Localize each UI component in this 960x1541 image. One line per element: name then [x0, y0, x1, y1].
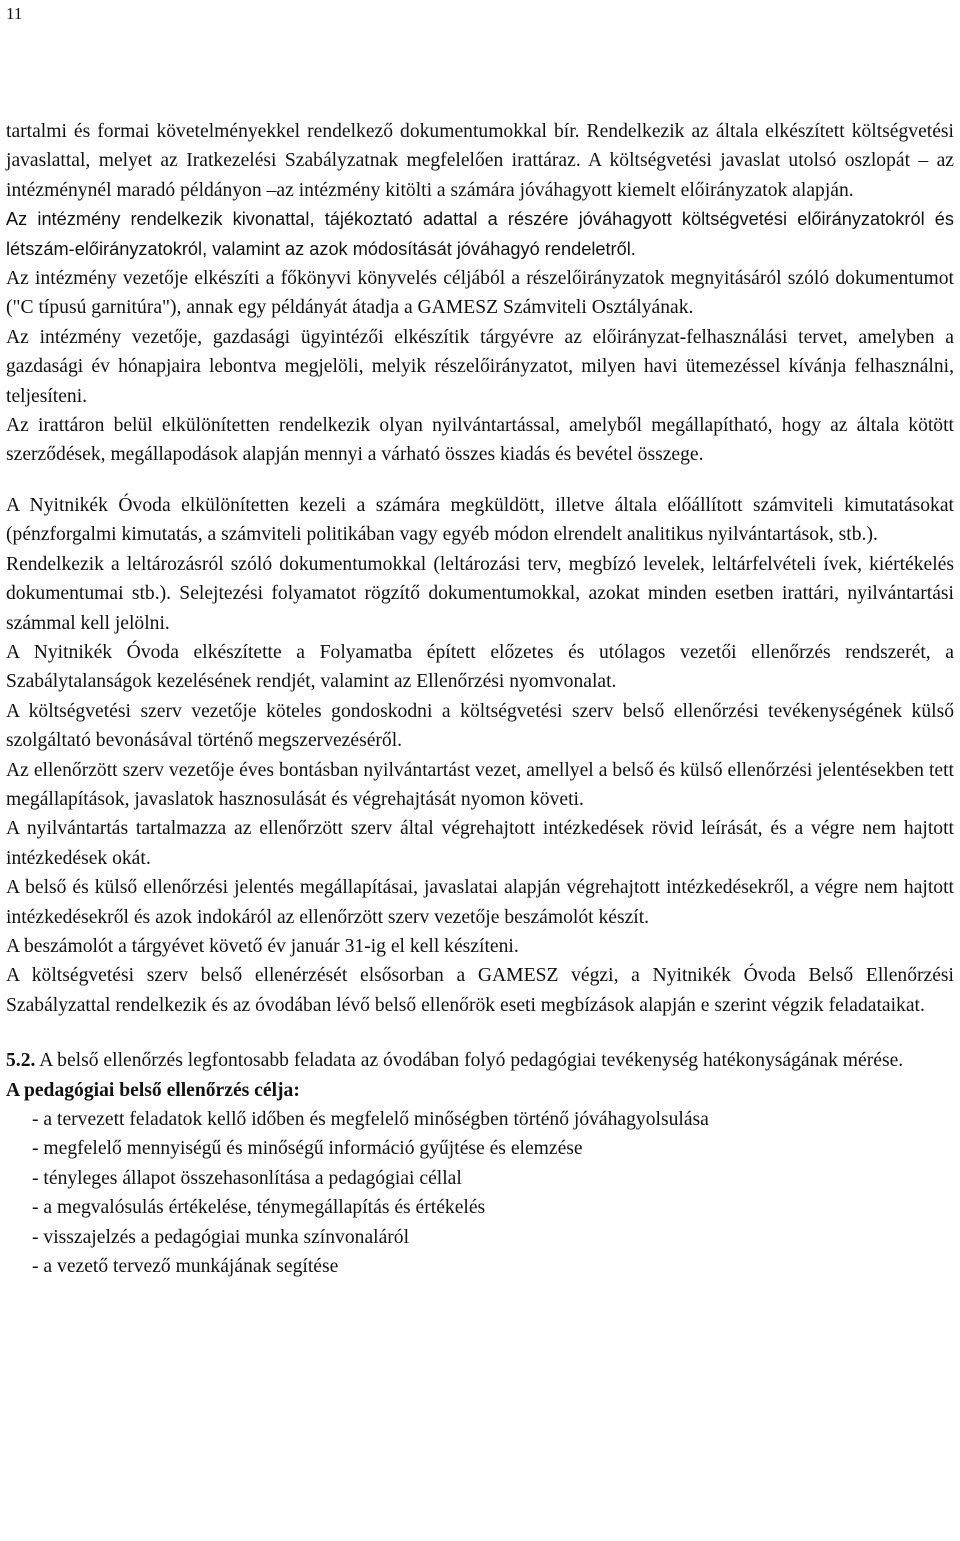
paragraph-audit-responsibility: A költségvetési szerv belső ellenérzését elsősorban a GAMESZ végzi, a Nyitnikék Óvoda Belső Ellenőrzési Szabályzattal rendelkezik és az óvodában lévő belső ellenőrök eseti megbízások alapján e szerint végzik feladataikat.: [6, 965, 954, 1016]
paragraph-control-system: A Nyitnikék Óvoda elkészítette a Folyamatba épített előzetes és utólagos vezetői ellenőrzés rendszerét, a Szabálytalanságok kezelésének rendjét, valamint az Ellenőrzési nyomvonalat.: [6, 641, 954, 693]
section-title: A belső ellenőrzés legfontosabb feladata az óvodában folyó pedagógiai tevékenység hatékonyságának mérése.: [35, 1050, 904, 1072]
list-item: - tényleges állapot összehasonlítása a pedagógiai céllal: [32, 1167, 462, 1189]
paragraph-record-keeping: tartalmi és formai követelményekkel rendelkező dokumentumokkal bír. Rendelkezik az általa elkészített költségvetési javaslattal, melyet az Iratkezelési Szabályzatnak megfelelően irattáraz. A költségvetési javaslat utolsó oszlopát – az intézménynél maradó példányon –az intézmény kitölti a számára jóváhagyott kiemelt előirányzatok alapján.: [6, 121, 954, 201]
section-number: 5.2.: [6, 1050, 36, 1072]
paragraph-report-preparation: A belső és külső ellenőrzési jelentés megállapításai, javaslatai alapján végrehajtott intézkedésekről, a végre nem hajtott intézkedésekről és azok indokáról az ellenőrzött szerv vezetője beszámolót készít.: [6, 877, 954, 928]
paragraph-internal-audit-duty: A költségvetési szerv vezetője köteles gondoskodni a költségvetési szerv belső ellenőrzési tevékenységének külső szolgáltató bevonásával történő megszervezéséről.: [6, 700, 954, 752]
paragraph-usage-plan: Az intézmény vezetője, gazdasági ügyintézői elkészítik tárgyévre az előirányzat-felhasználási tervet, amelyben a gazdasági év hónapjaira lebontva megjelöli, melyik részelőirányzatot, milyen havi ütemezéssel kívánja felhasználni, teljesíteni.: [6, 326, 954, 407]
page-number: 11: [6, 4, 23, 23]
paragraph-spacer: [6, 470, 954, 491]
paragraph-spacer: [6, 1020, 954, 1046]
paragraph-register-contents: A nyilvántartás tartalmazza az ellenőrzött szerv által végrehajtott intézkedések rövid leírását, és a végre nem hajtott intézkedések okát.: [6, 818, 954, 869]
document-body: [6, 117, 954, 1281]
list-item: - megfelelő mennyiségű és minőségű információ gyűjtése és elemzése: [32, 1138, 583, 1160]
list-item: - visszajelzés a pedagógiai munka színvonaláról: [32, 1226, 410, 1248]
paragraph-accounting-reports: A Nyitnikék Óvoda elkülönítetten kezeli a számára megküldött, illetve általa előállított számviteli kimutatásokat (pénzforgalmi kimutatás, a számviteli politikában vagy egyéb módon elrendelt analitikus nyilvántartások, stb.).: [6, 494, 954, 546]
paragraph-report-deadline: A beszámolót a tárgyévet követő év január 31-ig el kell készíteni.: [6, 935, 519, 957]
paragraph-contract-register: Az irattáron belül elkülönítetten rendelkezik olyan nyilvántartással, amelyből megállapítható, hogy az általa kötött szerződések, megállapodások alapján mennyi a várható összes kiadás és bevétel összege.: [6, 415, 954, 466]
list-item: - a megvalósulás értékelése, ténymegállapítás és értékelés: [32, 1197, 486, 1219]
paragraph-budget-extract: Az intézmény rendelkezik kivonattal, tájékoztató adattal a részére jóváhagyott költségvetési előirányzatokról és létszám-előirányzatokról, valamint az azok módosítását jóváhagyó rendeletről.: [6, 209, 954, 259]
goals-heading: A pedagógiai belső ellenőrzés célja:: [6, 1079, 300, 1101]
goals-list: [6, 1105, 954, 1281]
list-item: - a vezető tervező munkájának segítése: [32, 1256, 339, 1278]
list-item: - a tervezett feladatok kellő időben és megfelelő minőségben történő jóváhagyolsulása: [32, 1109, 709, 1130]
paragraph-sub-appropriations: Az intézmény vezetője elkészíti a főkönyvi könyvelés céljából a részelőirányzatok megnyitásáról szóló dokumentumot ("C típusú garnitúra"), annak egy példányát átadja a GAMESZ Számviteli Osztályának.: [6, 268, 954, 319]
paragraph-inventory: Rendelkezik a leltározásról szóló dokumentumokkal (leltározási terv, megbízó levelek, leltárfelvételi ívek, kiértékelés dokumentumai stb.). Selejtezési folyamatot rögzítő dokumentumokkal, azokat minden esetben irattári, nyilvántartási számmal kell jelölni.: [6, 553, 954, 634]
paragraph-audit-tracking: Az ellenőrzött szerv vezetője éves bontásban nyilvántartást vezet, amellyel a belső és külső ellenőrzési jelentésekben tett megállapítások, javaslatok hasznosulását és végrehajtását nyomon követi.: [6, 759, 954, 810]
section-heading: [6, 1046, 954, 1075]
